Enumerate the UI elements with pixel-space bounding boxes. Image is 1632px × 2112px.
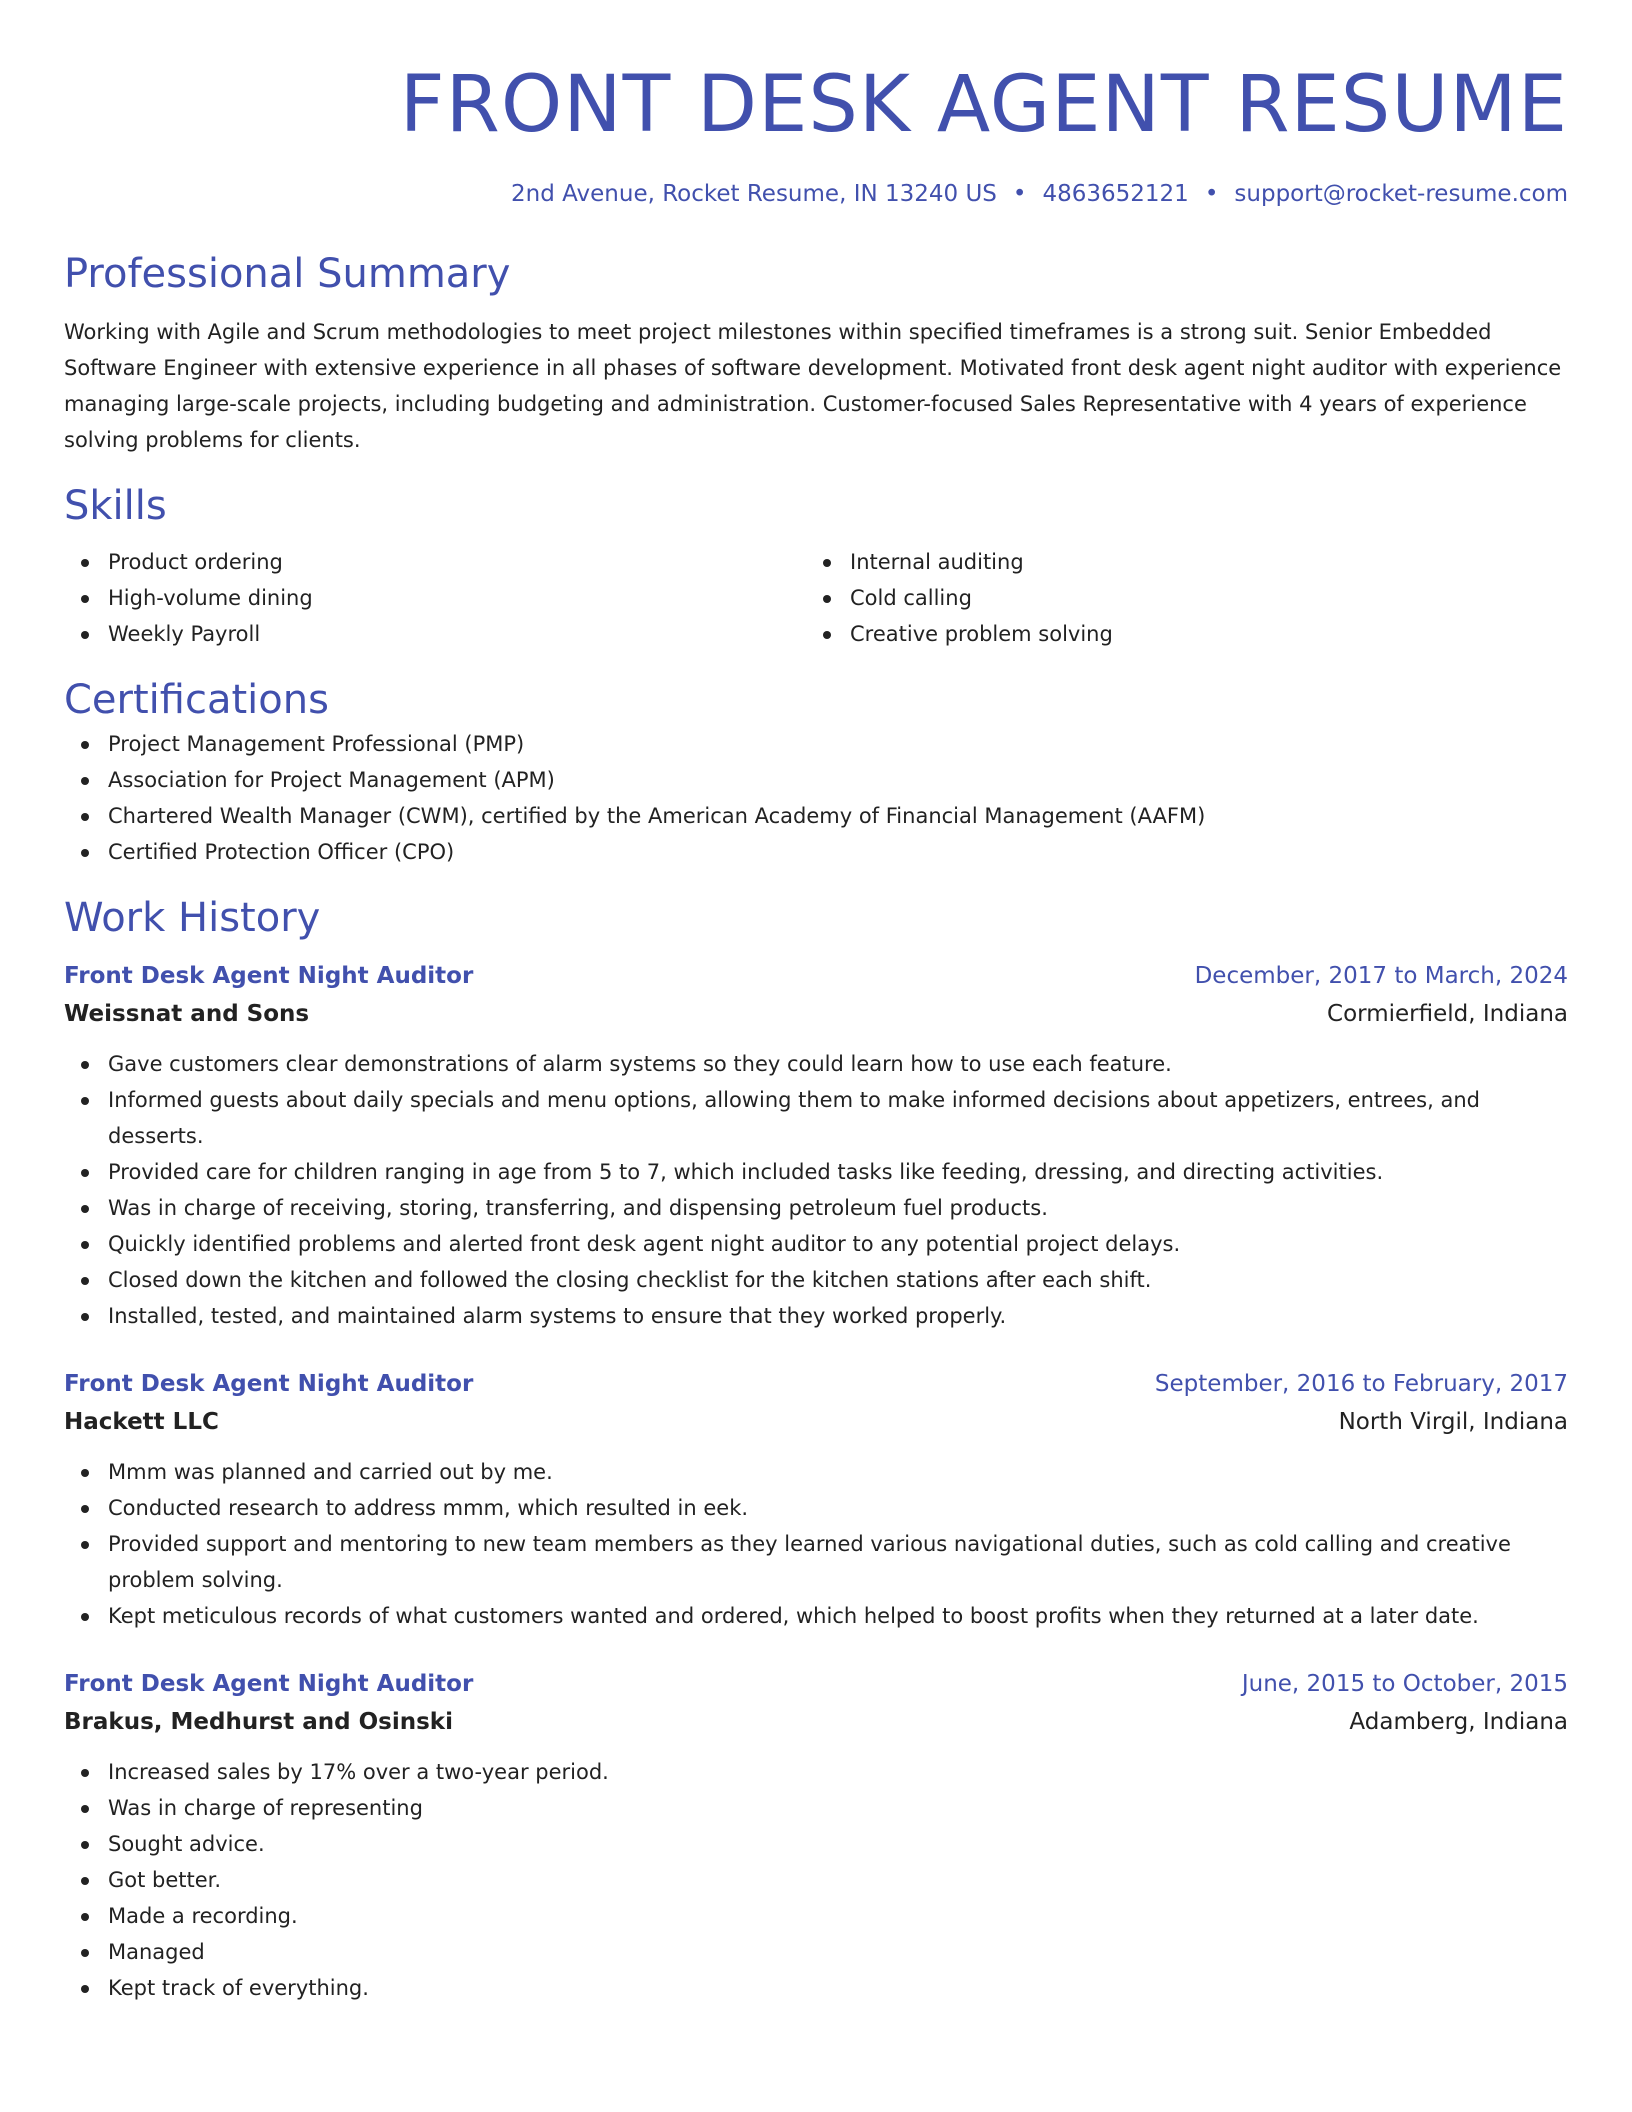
certification-item: Project Management Professional (PMP) — [64, 726, 1568, 762]
skills-list-right — [806, 544, 1548, 652]
skill-item: Creative problem solving — [806, 616, 1548, 652]
job-company: Hackett LLC — [64, 1409, 219, 1435]
contact-separator: • — [1204, 181, 1219, 207]
skill-item: Internal auditing — [806, 544, 1548, 580]
resume-page — [64, 50, 1568, 2006]
job-company-row — [64, 1702, 1568, 1742]
contact-email: support@rocket-resume.com — [1234, 181, 1568, 207]
summary-heading: Professional Summary — [64, 251, 511, 297]
job-header-row — [64, 1366, 1568, 1402]
job-bullet: Informed guests about daily specials and menu options, allowing them to make informed decisions about appetizers, entrees, and desserts. — [64, 1082, 1568, 1154]
skill-item: High-volume dining — [64, 580, 806, 616]
job-bullets — [64, 1754, 1568, 2006]
job-bullet: Gave customers clear demonstrations of alarm systems so they could learn how to use each feature. — [64, 1046, 1568, 1082]
skill-item: Product ordering — [64, 544, 806, 580]
job-title: Front Desk Agent Night Auditor — [64, 1671, 474, 1697]
job-dates: June, 2015 to October, 2015 — [1241, 1671, 1568, 1697]
certification-item: Certified Protection Officer (CPO) — [64, 834, 1568, 870]
job-header-row — [64, 1666, 1568, 1702]
job-bullet: Got better. — [64, 1862, 1568, 1898]
job-bullet: Was in charge of receiving, storing, transferring, and dispensing petroleum fuel products. — [64, 1190, 1568, 1226]
job-bullet: Increased sales by 17% over a two-year period. — [64, 1754, 1568, 1790]
contact-address: 2nd Avenue, Rocket Resume, IN 13240 US — [511, 181, 997, 207]
summary-text: Working with Agile and Scrum methodologies to meet project milestones within specified timeframes is a strong suit. Senior Embedded Software Engineer with extensive experience in all phases of software development. Motivated front desk agent night auditor with experience managing large-scale projects, including budgeting and administration. Customer-focused Sales Representative with 4 years of experience solving problems for clients. — [64, 320, 1562, 452]
job-bullet: Kept meticulous records of what customers wanted and ordered, which helped to boost profits when they returned at a later date. — [64, 1598, 1568, 1634]
certification-item: Chartered Wealth Manager (CWM), certified by the American Academy of Financial Management (AAFM) — [64, 798, 1568, 834]
skills-list-left — [64, 544, 806, 652]
job-entry — [64, 1666, 1568, 2006]
job-title: Front Desk Agent Night Auditor — [64, 1371, 474, 1397]
job-entry — [64, 958, 1568, 1334]
contact-line — [64, 178, 1568, 210]
skills-columns — [64, 544, 1568, 652]
certifications-list — [64, 726, 1568, 870]
job-title: Front Desk Agent Night Auditor — [64, 963, 474, 989]
job-bullets — [64, 1046, 1568, 1334]
certification-item: Association for Project Management (APM) — [64, 762, 1568, 798]
job-company-row — [64, 1402, 1568, 1442]
job-bullet: Provided care for children ranging in age from 5 to 7, which included tasks like feeding, dressing, and directing activities. — [64, 1154, 1568, 1190]
job-bullet: Made a recording. — [64, 1898, 1568, 1934]
job-bullet: Provided support and mentoring to new team members as they learned various navigational duties, such as cold calling and creative problem solving. — [64, 1526, 1568, 1598]
job-bullet: Sought advice. — [64, 1826, 1568, 1862]
job-location: Cormierfield, Indiana — [1327, 1001, 1568, 1027]
skill-item: Weekly Payroll — [64, 616, 806, 652]
job-bullet: Conducted research to address mmm, which resulted in eek. — [64, 1490, 1568, 1526]
resume-title: FRONT DESK AGENT RESUME — [399, 60, 1568, 150]
job-bullet: Closed down the kitchen and followed the closing checklist for the kitchen stations after each shift. — [64, 1262, 1568, 1298]
job-company: Weissnat and Sons — [64, 1001, 310, 1027]
job-dates: September, 2016 to February, 2017 — [1154, 1371, 1568, 1397]
job-bullet: Kept track of everything. — [64, 1970, 1568, 2006]
contact-phone: 4863652121 — [1042, 181, 1189, 207]
job-bullet: Installed, tested, and maintained alarm systems to ensure that they worked properly. — [64, 1298, 1568, 1334]
job-location: Adamberg, Indiana — [1349, 1709, 1568, 1735]
job-header-row — [64, 958, 1568, 994]
job-company-row — [64, 994, 1568, 1034]
contact-separator: • — [1012, 181, 1027, 207]
skills-heading: Skills — [64, 483, 167, 529]
work-history-heading: Work History — [64, 895, 321, 941]
skill-item: Cold calling — [806, 580, 1548, 616]
certifications-heading: Certifications — [64, 677, 329, 723]
job-bullet: Was in charge of representing — [64, 1790, 1568, 1826]
job-bullet: Mmm was planned and carried out by me. — [64, 1454, 1568, 1490]
job-bullet: Quickly identified problems and alerted front desk agent night auditor to any potential project delays. — [64, 1226, 1568, 1262]
job-bullet: Managed — [64, 1934, 1568, 1970]
job-dates: December, 2017 to March, 2024 — [1194, 963, 1568, 989]
job-bullets — [64, 1454, 1568, 1634]
resume-header — [64, 50, 1568, 210]
job-company: Brakus, Medhurst and Osinski — [64, 1709, 453, 1735]
job-entry — [64, 1366, 1568, 1634]
job-location: North Virgil, Indiana — [1338, 1409, 1568, 1435]
